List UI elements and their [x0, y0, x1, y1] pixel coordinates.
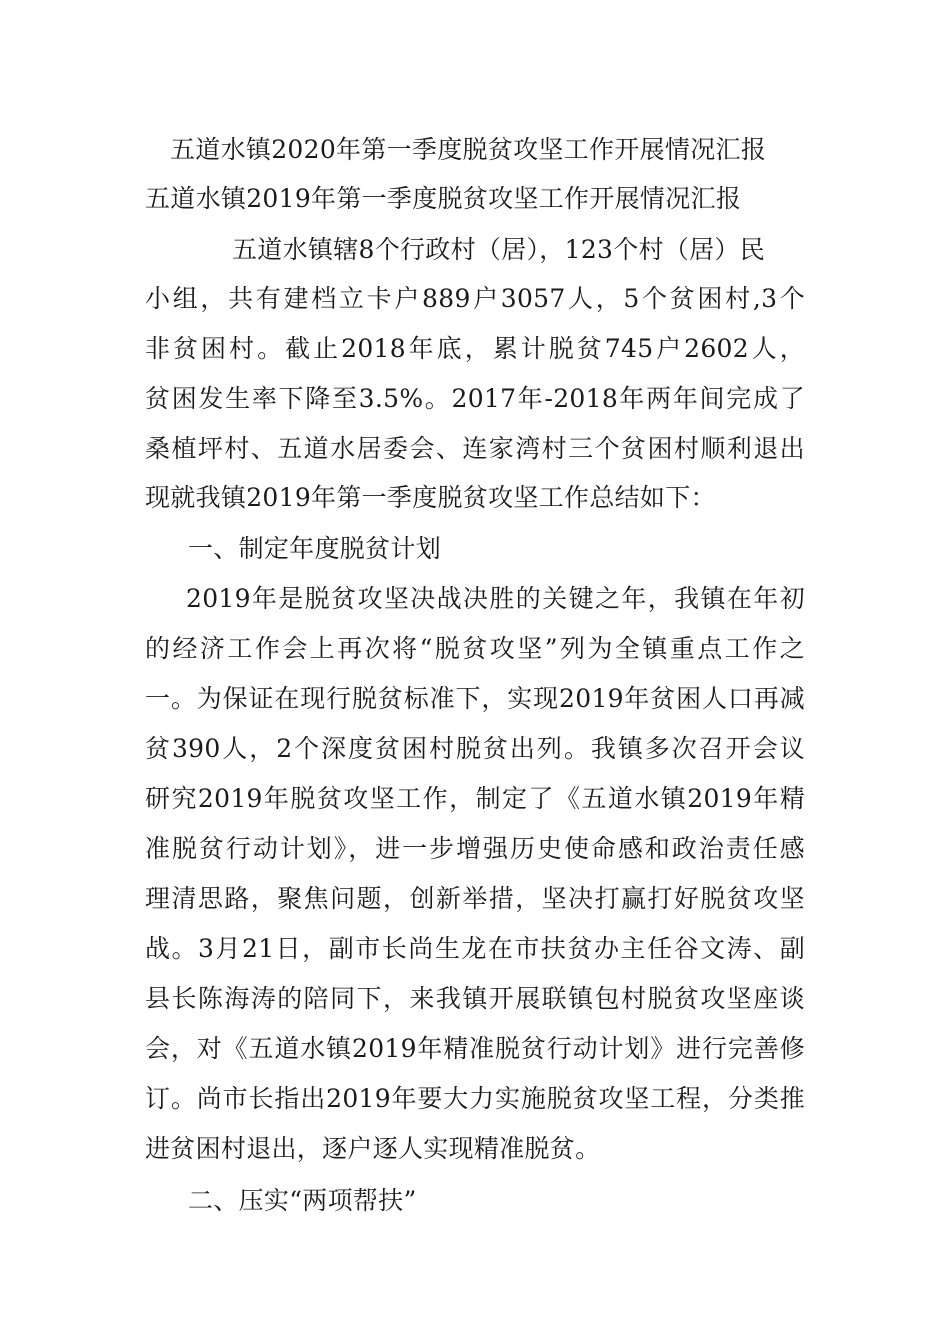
- intro-line: 现就我镇2019年第一季度脱贫攻坚工作总结如下：: [145, 483, 716, 512]
- paragraph-line: 战。3月21日，副市长尚生龙在市扶贫办主任谷文涛、副: [145, 934, 805, 963]
- intro-line: 桑植坪村、五道水居委会、连家湾村三个贫困村顺利退出: [145, 434, 805, 463]
- intro-line: 贫困发生率下降至3.5%。2017年-2018年两年间完成了: [145, 384, 805, 413]
- intro-line: 非贫困村。截止2018年底，累计脱贫745户2602人，: [145, 334, 805, 363]
- paragraph-line: 会，对《五道水镇2019年精准脱贫行动计划》进行完善修: [145, 1034, 805, 1063]
- paragraph-line: 进贫困村退出，逐户逐人实现精准脱贫。: [145, 1134, 601, 1163]
- section-heading: 二、压实“两项帮扶”: [188, 1186, 417, 1215]
- section-heading: 一、制定年度脱贫计划: [188, 534, 442, 563]
- paragraph-line: 的经济工作会上再次将“脱贫攻坚”列为全镇重点工作之: [145, 634, 805, 663]
- paragraph-line: 贫390人，2个深度贫困村脱贫出列。我镇多次召开会议: [145, 734, 805, 763]
- paragraph-line: 准脱贫行动计划》，进一步增强历史使命感和政治责任感: [145, 834, 805, 863]
- paragraph-line: 订。尚市长指出2019年要大力实施脱贫攻坚工程，分类推: [145, 1084, 805, 1113]
- paragraph-line: 县长陈海涛的陪同下，来我镇开展联镇包村脱贫攻坚座谈: [145, 984, 805, 1013]
- paragraph-line: 2019年是脱贫攻坚决战决胜的关键之年，我镇在年初: [186, 584, 805, 613]
- paragraph-line: 理清思路，聚焦问题，创新举措，坚决打赢打好脱贫攻坚: [145, 884, 805, 913]
- intro-line: 小组，共有建档立卡户889户3057人，5个贫困村,3个: [145, 284, 805, 313]
- document-subtitle: 五道水镇2019年第一季度脱贫攻坚工作开展情况汇报: [145, 184, 742, 213]
- paragraph-line: 研究2019年脱贫攻坚工作，制定了《五道水镇2019年精: [145, 784, 805, 813]
- intro-line: 五道水镇辖8个行政村（居），123个村（居）民: [232, 235, 766, 264]
- paragraph-line: 一。为保证在现行脱贫标准下，实现2019年贫困人口再减: [145, 684, 805, 713]
- document-title: 五道水镇2020年第一季度脱贫攻坚工作开展情况汇报: [170, 135, 767, 164]
